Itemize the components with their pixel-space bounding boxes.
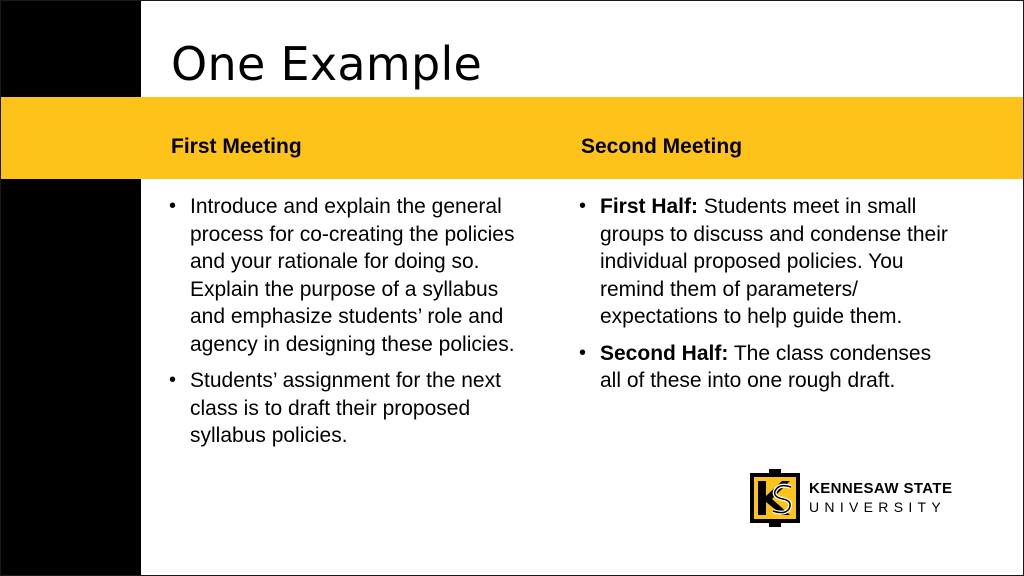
bullet-icon: • — [579, 341, 587, 364]
bullet-text: Introduce and explain the general process for co-creating the policies and your rationale for doing so. Explain the purpose of a syllabus and emphasize students’ role and agency in designing these policies. — [190, 195, 515, 356]
bullet-icon: • — [579, 195, 587, 217]
slide-title: One Example — [171, 37, 483, 91]
bullet-icon: • — [169, 369, 177, 391]
second-meeting-heading: Second Meeting — [581, 135, 743, 158]
bullet-text: Students meet in small groups to discuss and condense their individual proposed policies. You remind them of parameters/ expectations to help guide them. — [600, 195, 948, 328]
first-meeting-heading: First Meeting — [171, 135, 302, 158]
logo-line-2: UNIVERSITY — [809, 499, 947, 515]
second-meeting-column — [579, 193, 949, 404]
bullet-icon: • — [169, 195, 177, 217]
bullet-bold-label: Second Half: — [600, 341, 729, 365]
bullet-text: The class condenses all of these into one rough draft. — [600, 341, 932, 392]
first-meeting-column — [169, 193, 539, 459]
left-black-bar — [1, 1, 141, 575]
header-band — [1, 97, 1023, 179]
ks-monogram-icon — [749, 469, 801, 527]
bullet-text: Students’ assignment for the next class is to draft their proposed syllabus policies. — [190, 369, 501, 447]
list-item — [169, 193, 539, 358]
logo-line-1: KENNESAW STATE — [809, 480, 953, 497]
list-item — [169, 367, 539, 450]
university-logo — [749, 469, 964, 527]
list-item — [579, 340, 949, 395]
list-item — [579, 193, 949, 331]
bullet-bold-label: First Half: — [600, 195, 699, 218]
